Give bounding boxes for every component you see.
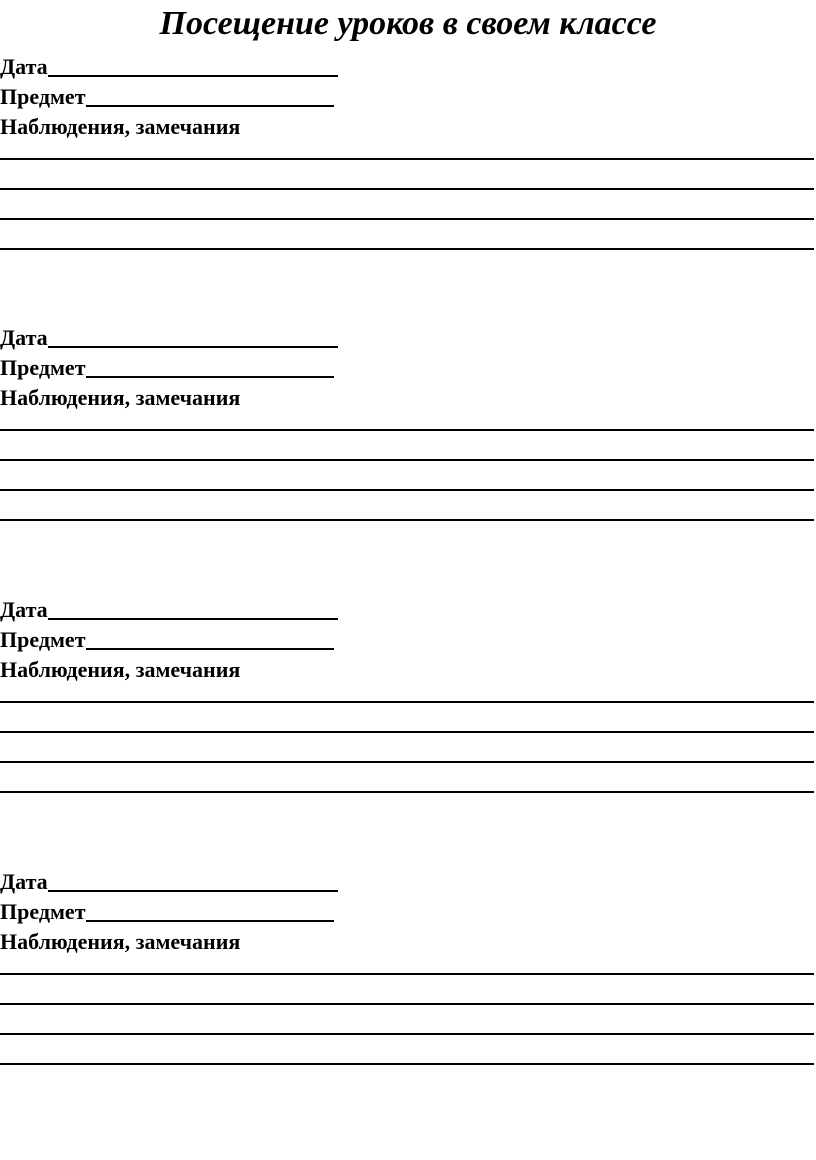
date-label: Дата bbox=[0, 597, 48, 622]
date-blank-line[interactable] bbox=[48, 53, 338, 77]
date-blank-line[interactable] bbox=[48, 596, 338, 620]
notes-line[interactable] bbox=[0, 218, 814, 220]
subject-label: Предмет bbox=[0, 899, 86, 924]
date-field[interactable] bbox=[0, 595, 338, 625]
notes-label: Наблюдения, замечания bbox=[0, 929, 241, 954]
subject-field[interactable] bbox=[0, 82, 334, 112]
subject-label: Предмет bbox=[0, 627, 86, 652]
subject-label: Предмет bbox=[0, 84, 86, 109]
notes-label: Наблюдения, замечания bbox=[0, 114, 241, 139]
notes-label: Наблюдения, замечания bbox=[0, 657, 241, 682]
notes-line[interactable] bbox=[0, 701, 814, 703]
notes-line[interactable] bbox=[0, 1003, 814, 1005]
notes-heading bbox=[0, 383, 240, 413]
notes-line[interactable] bbox=[0, 248, 814, 250]
subject-field[interactable] bbox=[0, 625, 334, 655]
date-blank-line[interactable] bbox=[48, 324, 338, 348]
notes-line[interactable] bbox=[0, 1033, 814, 1035]
notes-line[interactable] bbox=[0, 973, 814, 975]
date-field[interactable] bbox=[0, 52, 338, 82]
date-label: Дата bbox=[0, 54, 48, 79]
notes-line[interactable] bbox=[0, 1063, 814, 1065]
subject-blank-line[interactable] bbox=[86, 83, 334, 107]
subject-field[interactable] bbox=[0, 353, 334, 383]
notes-heading bbox=[0, 655, 240, 685]
date-field[interactable] bbox=[0, 867, 338, 897]
date-blank-line[interactable] bbox=[48, 868, 338, 892]
date-label: Дата bbox=[0, 869, 48, 894]
notes-line[interactable] bbox=[0, 791, 814, 793]
date-label: Дата bbox=[0, 325, 48, 350]
date-field[interactable] bbox=[0, 323, 338, 353]
notes-heading bbox=[0, 112, 240, 142]
subject-field[interactable] bbox=[0, 897, 334, 927]
notes-line[interactable] bbox=[0, 519, 814, 521]
notes-line[interactable] bbox=[0, 158, 814, 160]
notes-line[interactable] bbox=[0, 731, 814, 733]
notes-heading bbox=[0, 927, 240, 957]
notes-line[interactable] bbox=[0, 761, 814, 763]
subject-label: Предмет bbox=[0, 355, 86, 380]
notes-line[interactable] bbox=[0, 429, 814, 431]
notes-line[interactable] bbox=[0, 188, 814, 190]
notes-label: Наблюдения, замечания bbox=[0, 385, 241, 410]
subject-blank-line[interactable] bbox=[86, 354, 334, 378]
subject-blank-line[interactable] bbox=[86, 898, 334, 922]
notes-line[interactable] bbox=[0, 459, 814, 461]
notes-line[interactable] bbox=[0, 489, 814, 491]
subject-blank-line[interactable] bbox=[86, 626, 334, 650]
page-title: Посещение уроков в своем классе bbox=[159, 5, 657, 42]
